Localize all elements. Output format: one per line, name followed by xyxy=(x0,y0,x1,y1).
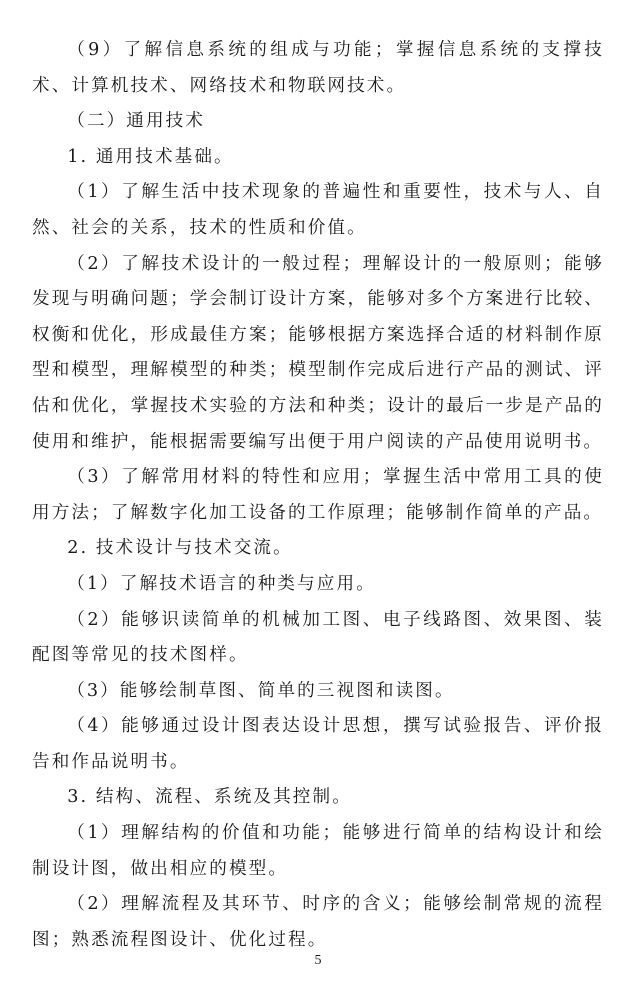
section-heading-general-technology: （二）通用技术 xyxy=(67,111,206,132)
paragraph-basics-item-2: （2）了解技术设计的一般过程；理解设计的一般原则；能够发现与明确问题；学会制订设计方案，能够对多个方案进行比较、权衡和优化，形成最佳方案；能够根据方案选择合适的材料制作原型和模型，理解模型的种类；模型制作完成后进行产品的测试、评估和优化，掌握技术实验的方法和种类；设计的最后一步是产品的使用和维护，能根据需要编写出便于用户阅读的产品使用说明书。 xyxy=(32,253,604,452)
paragraph-basics-item-1: （1）了解生活中技术现象的普遍性和重要性，技术与人、自然、社会的关系，技术的性质和价值。 xyxy=(32,182,604,238)
paragraph-design-item-4: （4）能够通过设计图表达设计思想，撰写试验报告、评价报告和作品说明书。 xyxy=(32,716,604,772)
page-body xyxy=(32,33,604,958)
paragraph-design-item-3: （3）能够绘制草图、简单的三视图和读图。 xyxy=(67,680,455,701)
paragraph-structure-item-2: （2）理解流程及其环节、时序的含义；能够绘制常规的流程图；熟悉流程图设计、优化过程。 xyxy=(32,894,604,950)
paragraph-basics-item-3: （3）了解常用材料的特性和应用；掌握生活中常用工具的使用方法；了解数字化加工设备的工作原理；能够制作简单的产品。 xyxy=(32,467,604,523)
paragraph-structure-item-1: （1）理解结构的价值和功能；能够进行简单的结构设计和绘制设计图，做出相应的模型。 xyxy=(32,823,604,879)
subsection-heading-design-communication: 2. 技术设计与技术交流。 xyxy=(67,538,293,559)
subsection-heading-technology-basics: 1. 通用技术基础。 xyxy=(67,146,234,167)
page-number: 5 xyxy=(314,953,322,968)
paragraph-design-item-2: （2）能够识读简单的机械加工图、电子线路图、效果图、装配图等常见的技术图样。 xyxy=(32,609,604,666)
subsection-heading-structure-process-system: 3. 结构、流程、系统及其控制。 xyxy=(67,787,352,808)
paragraph-item-9: （9）了解信息系统的组成与功能；掌握信息系统的支撑技术、计算机技术、网络技术和物联网技术。 xyxy=(32,40,604,96)
paragraph-design-item-1: （1）了解技术语言的种类与应用。 xyxy=(67,573,376,594)
